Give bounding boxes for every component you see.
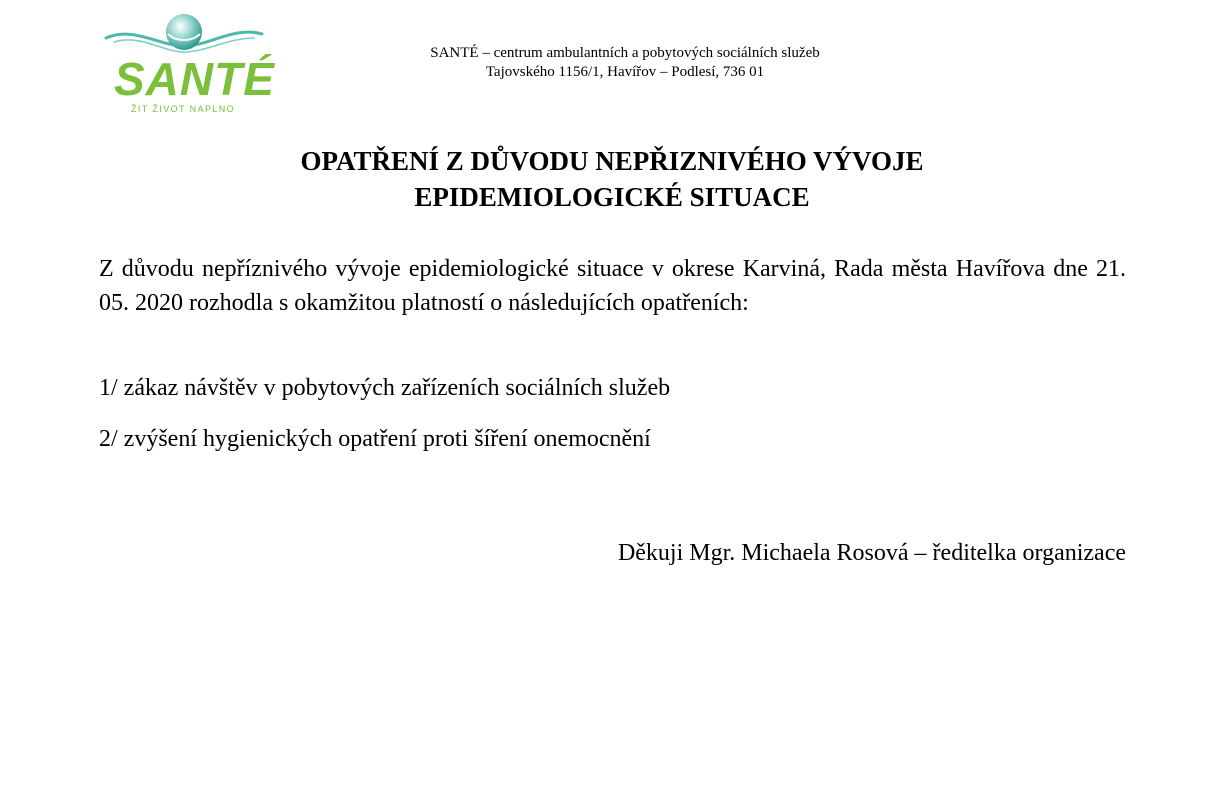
title-line-1: OPATŘENÍ Z DŮVODU NEPŘIZNIVÉHO VÝVOJE bbox=[300, 146, 924, 176]
measure-item: 2/ zvýšení hygienických opatření proti šíření onemocnění bbox=[99, 426, 651, 452]
organization-address: Tajovského 1156/1, Havířov – Podlesí, 736 01 bbox=[485, 64, 765, 80]
logo-wordmark: SANTÉ bbox=[114, 53, 275, 105]
sante-logo bbox=[104, 10, 275, 120]
measure-item: 1/ zákaz návštěv v pobytových zařízeních sociálních služeb bbox=[99, 375, 671, 401]
organization-name: SANTÉ – centrum ambulantních a pobytových sociálních služeb bbox=[430, 45, 820, 61]
signature-line: Děkuji Mgr. Michaela Rosová – ředitelka organizace bbox=[617, 540, 1126, 566]
organization-header bbox=[300, 44, 950, 82]
logo-slogan: ŽIT ŽIVOT NAPLNO bbox=[131, 104, 236, 114]
document-title bbox=[100, 143, 1124, 215]
title-line-2: EPIDEMIOLOGICKÉ SITUACE bbox=[414, 182, 810, 212]
intro-paragraph: Z důvodu nepříznivého vývoje epidemiologické situace v okrese Karviná, Rada města Havířova dne 21. 05. 2020 rozhodla s okamžitou platností o následujících opatřeních: bbox=[99, 256, 1126, 316]
